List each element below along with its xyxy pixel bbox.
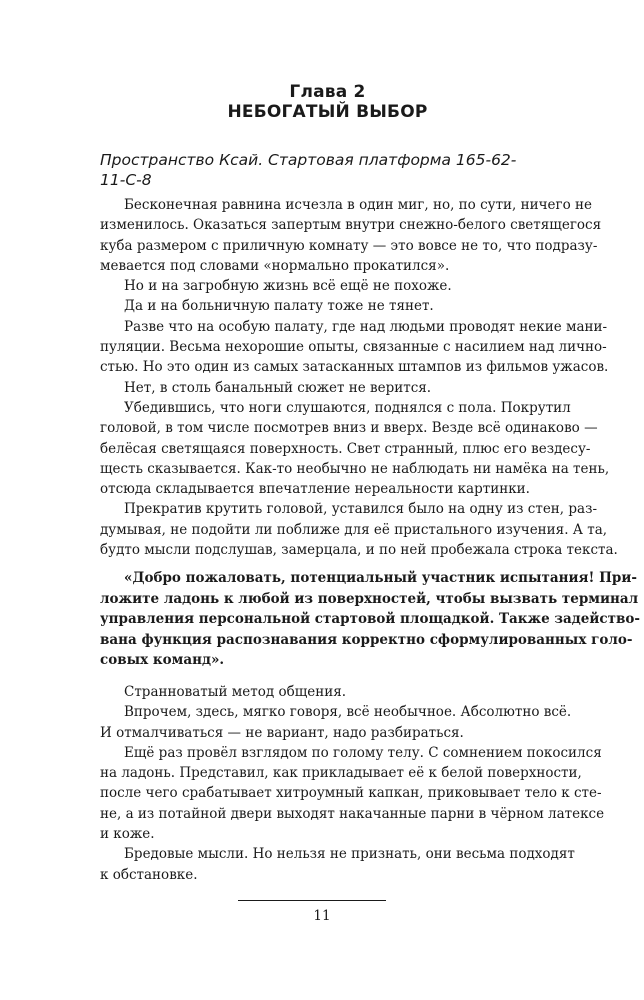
chapter-number: Глава 2 (289, 82, 366, 102)
text-line: отсюда складывается впечатление нереальности картинки. (100, 481, 530, 498)
text-line: куба размером с приличную комнату — это вовсе не то, что подразу- (100, 237, 598, 254)
text-line: Разве что на особую палату, где над людьми проводят некие мани- (124, 318, 608, 335)
page-number: 11 (313, 908, 331, 924)
narrative-block-1 (100, 195, 618, 560)
text-line: думывая, не подойти ли поближе для её пристального изучения. А та, (100, 521, 608, 538)
text-line: Да и на больничную палату тоже не тянет. (124, 298, 434, 315)
text-line: ложите ладонь к любой из поверхностей, чтобы вызвать терминал (100, 590, 639, 607)
text-line: И отмалчиваться — не вариант, надо разбираться. (100, 724, 464, 741)
text-line: к обстановке. (100, 866, 198, 883)
text-line: щесть сказывается. Как-то необычно не наблюдать ни намёка на тень, (100, 460, 610, 477)
text-line: Странноватый метод общения. (124, 684, 347, 700)
text-line: вана функция распознавания корректно сформулированных голо- (100, 631, 633, 648)
footer-rule (238, 900, 386, 901)
text-line: Прекратив крутить головой, уставился было на одну из стен, раз- (124, 501, 598, 518)
chapter-heading (100, 82, 555, 122)
text-line: пуляции. Весьма нехорошие опыты, связанные с насилием над лично- (100, 339, 607, 356)
location-line-1: Пространство Ксай. Стартовая платформа 165-62- (100, 151, 517, 169)
text-line: мевается под словами «нормально прокатился». (100, 257, 450, 274)
location-line-2: 11-С-8 (100, 171, 152, 189)
text-line: «Добро пожаловать, потенциальный участник испытания! При- (124, 570, 637, 586)
text-line: Бесконечная равнина исчезла в один миг, но, по сути, ничего не (124, 197, 593, 213)
text-line: Ещё раз провёл взглядом по голому телу. С сомнением покосился (124, 744, 602, 761)
text-line: изменилось. Оказаться запертым внутри снежно-белого светящегося (100, 217, 602, 234)
text-line: на ладонь. Представил, как прикладывает её к белой поверхности, (100, 765, 582, 782)
text-line: Убедившись, что ноги слушаются, поднялся с пола. Покрутил (124, 399, 571, 416)
text-line: Впрочем, здесь, мягко говоря, всё необычное. Абсолютно всё. (124, 704, 572, 721)
text-line: и коже. (100, 826, 155, 843)
text-line: будто мысли подслушав, замерцала, и по ней пробежала строка текста. (100, 542, 618, 559)
text-line: белёсая светящаяся поверхность. Свет странный, плюс его вездесу- (100, 440, 591, 457)
text-line: стью. Но это один из самых затасканных штампов из фильмов ужасов. (100, 359, 609, 376)
text-line: после чего срабатывает хитроумный капкан, приковывает тело к сте- (100, 785, 602, 802)
text-line: не, а из потайной двери выходят накачанные парни в чёрном латексе (100, 805, 605, 822)
text-line: головой, в том числе посмотрев вниз и вверх. Везде всё одинаково — (100, 420, 598, 437)
announcement-block (100, 568, 640, 671)
text-line: Но и на загробную жизнь всё ещё не похоже. (124, 278, 452, 295)
narrative-block-2 (100, 682, 605, 885)
location-subheading (100, 150, 555, 190)
chapter-title: НЕБОГАТЫЙ ВЫБОР (227, 102, 428, 122)
text-line: управления персональной стартовой площадкой. Также задейство- (100, 611, 640, 627)
text-line: Нет, в столь банальный сюжет не верится. (124, 379, 432, 396)
text-line: совых команд». (100, 652, 225, 668)
text-line: Бредовые мысли. Но нельзя не признать, они весьма подходят (124, 846, 575, 863)
